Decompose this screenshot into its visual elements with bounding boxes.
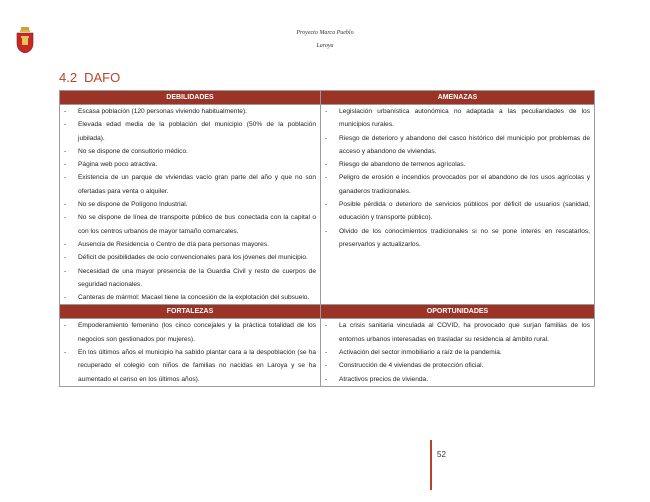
footer-divider [430,440,432,490]
oportunidades-cell [321,319,595,386]
amenazas-item: - Peligro de erosión e incendios provocados por el abandono de los usos agrícolas y ganaderos tradicionales. [321,171,590,198]
oportunidades-item: - Atractivos precios de vivienda. [321,373,590,386]
amenazas-item: - Riesgo de abandono de terrenos agrícolas. [321,158,590,171]
document-header-subtitle: Laroya [316,43,334,49]
section-title: DAFO [84,70,121,85]
debilidades-item: - Escasa población (120 personas viviendo habitualmente). [60,105,316,118]
debilidades-item: - No se dispone de Polígono Industrial. [60,198,316,211]
debilidades-item: - Canteras de mármol: Macael tiene la concesión de la explotación del subsuelo. [60,291,316,304]
dafo-table [59,90,595,387]
fortalezas-item: - En los últimos años el municipio ha sabido plantar cara a la despoblación (se ha recuperado el colegio con niños de familias no nacidas en Laroya y se ha aumentado el censo en los últimos años). [60,346,316,386]
oportunidades-item: - La crisis sanitaria vinculada al COVID, ha provocado que surjan familias de los entornos urbanos interesadas en trasladar su residencia al ámbito rural. [321,319,590,346]
debilidades-item: - Página web poco atractiva. [60,158,316,171]
page-number: 52 [437,450,446,459]
amenazas-header: AMENAZAS [321,91,595,105]
fortalezas-item: - Empoderamiento femenino (los cinco concejales y la práctica totalidad de los negocios son gestionados por mujeres). [60,319,316,346]
oportunidades-header: OPORTUNIDADES [321,305,595,319]
amenazas-item: - Olvido de los conocimientos tradicionales si no se pone interés en rescatarlos, preservarlos y actualizarlos. [321,225,590,252]
debilidades-header: DEBILIDADES [60,91,321,105]
oportunidades-item: - Activación del sector inmobiliario a raíz de la pandemia. [321,346,590,359]
debilidades-item: - Déficit de posibilidades de ocio convencionales para los jóvenes del municipio. [60,251,316,264]
debilidades-item: - No se dispone de consultorio médico. [60,145,316,158]
oportunidades-item: - Construcción de 4 viviendas de protección oficial. [321,359,590,372]
section-number: 4.2 [59,70,78,85]
section-heading [59,70,120,85]
debilidades-item: - Elevada edad media de la población del municipio (50% de la población jubilada). [60,118,316,145]
document-header-title: Proyecto Marca Pueblo [296,30,354,36]
debilidades-cell [60,105,321,305]
debilidades-item: - Ausencia de Residencia o Centro de día para personas mayores. [60,238,316,251]
debilidades-item: - No se dispone de línea de transporte público de bus conectada con la capital o con los centros urbanos de mayor tamaño comarcales. [60,211,316,238]
amenazas-item: - Posible pérdida o deterioro de servicios públicos por déficit de usuarios (sanidad, educación y transporte público). [321,198,590,225]
debilidades-item: - Existencia de un parque de viviendas vacío gran parte del año y que no son ofertadas para venta o alquiler. [60,171,316,198]
amenazas-item: - Riesgo de deterioro y abandono del casco histórico del municipio por problemas de acceso y abandono de viviendas. [321,132,590,159]
amenazas-item: - Legislación urbanística autonómica no adaptada a las peculiaridades de los municipios rurales. [321,105,590,132]
fortalezas-cell [60,319,321,386]
amenazas-cell [321,105,595,305]
fortalezas-header: FORTALEZAS [60,305,321,319]
debilidades-item: - Necesidad de una mayor presencia de la Guardia Civil y resto de cuerpos de seguridad nacionales. [60,265,316,292]
